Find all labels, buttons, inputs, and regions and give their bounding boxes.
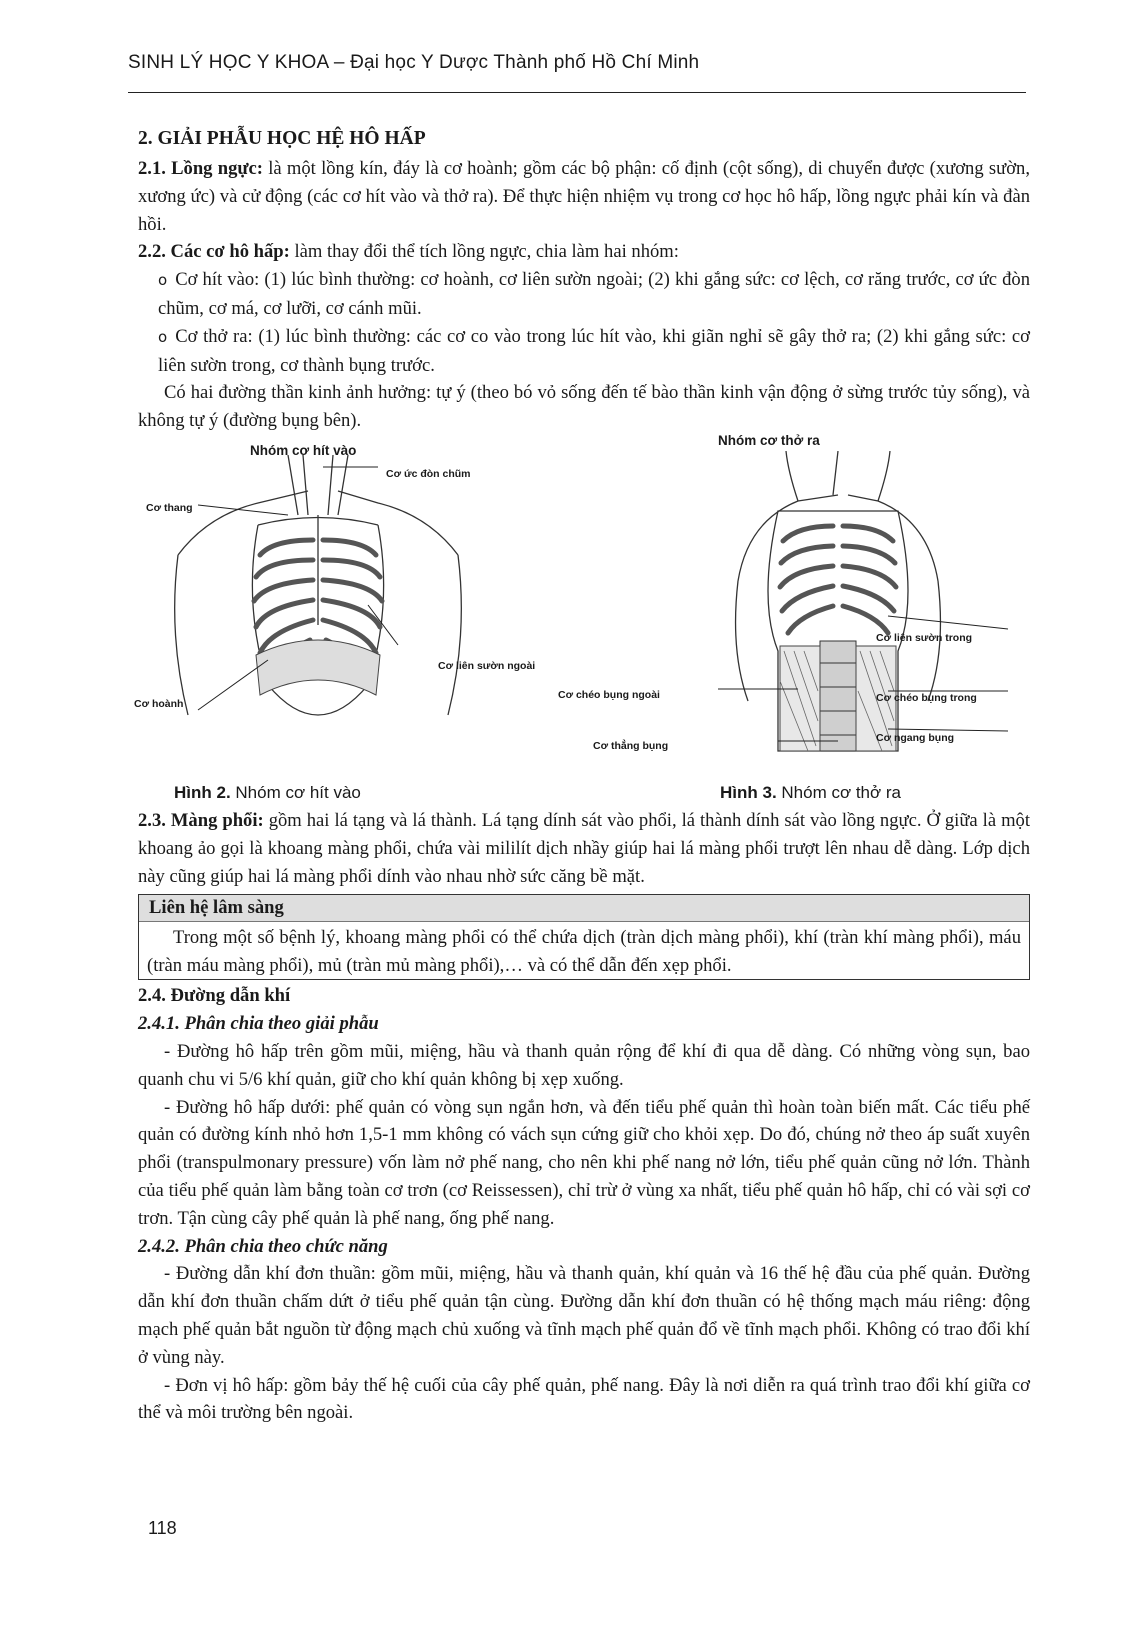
heading-2-3: 2.3. Màng phổi: — [138, 809, 264, 831]
header-rule — [128, 92, 1026, 93]
clinical-note-text: Trong một số bệnh lý, khoang màng phổi có thể chứa dịch (tràn dịch màng phổi), khí (tràn khí màng phổi), máu (tràn máu màng phổi), mủ (tràn mủ màng phổi),… và có thể dẫn đến xẹp phổi. — [147, 927, 1021, 976]
bullet-exhale — [138, 323, 1030, 380]
figure-3-caption — [720, 779, 901, 807]
figure-2-group-label: Nhóm cơ hít vào — [250, 442, 357, 458]
label-co-lien-suon-trong: Cơ liên sườn trong — [876, 631, 973, 644]
label-co-hoanh: Cơ hoành — [134, 697, 184, 710]
shoulder-left-line — [178, 491, 308, 555]
label-co-thang: Cơ thang — [146, 501, 193, 514]
paragraph-respiratory-unit: - Đơn vị hô hấp: gồm bảy thế hệ cuối của cây phế quản, phế nang. Đây là nơi diễn ra quá trình trao đổi khí giữa cơ thể và môi trường bên ngoài. — [138, 1374, 1030, 1424]
label-co-cheo-bung-trong: Cơ chéo bụng trong — [876, 691, 977, 704]
label-co-lien-suon-ngoai: Cơ liên sườn ngoài — [438, 659, 536, 672]
bullet-exhale-text: Cơ thở ra: (1) lúc bình thường: các cơ co vào trong lúc hít vào, khi giãn nghỉ sẽ gây thở ra; (2) khi gắng sức: cơ liên sườn trong, cơ thành bụng trước. — [158, 325, 1030, 376]
figure-3-caption-text: Nhóm cơ thở ra — [776, 782, 902, 802]
bullet-inhale-text: Cơ hít vào: (1) lúc bình thường: cơ hoành, cơ liên sườn ngoài; (2) khi gắng sức: cơ lệch, cơ răng trước, cơ ức đòn chũm, cơ má, cơ lưỡi, cơ cánh mũi. — [158, 269, 1030, 319]
section-title: 2. GIẢI PHẪU HỌC HỆ HÔ HẤP — [138, 128, 426, 149]
paragraph-2-2 — [138, 238, 1030, 266]
text-2-2: làm thay đổi thể tích lồng ngực, chia làm hai nhóm: — [289, 241, 679, 263]
paragraph-2-1 — [138, 155, 1030, 238]
heading-2-4-1: 2.4.1. Phân chia theo giải phẫu — [138, 1013, 379, 1035]
figure-2-caption — [174, 779, 361, 807]
heading-2-1: 2.1. Lồng ngực: — [138, 158, 263, 179]
paragraph-lower-airway: - Đường hô hấp dưới: phế quản có vòng sụn ngắn hơn, và đến tiểu phế quản thì hoàn toàn biến mất. Các tiểu phế quản có đường kính nhỏ hơn 1,5-1 mm không có vách sụn cứng giữ cho khỏi xẹp. Do đó, chúng nở theo áp suất xuyên phổi (transpulmonary pressure) vốn làm nở phế nang, cho nên khi phế nang nở lớn, tiểu phế quản cũng nở lớn. Thành của tiểu phế quản làm bằng toàn cơ trơn (cơ Reissessen), chỉ trừ ở vùng xa nhất, tiểu phế quản hô hấp, chỉ có vài sợi cơ trơn. Tận cùng cây phế quản là phế nang, ống phế nang. — [138, 1096, 1030, 1229]
text-2-3: gồm hai lá tạng và lá thành. Lá tạng dính sát vào phổi, lá thành dính sát vào lồng ngực. Ở giữa là một khoang ảo gọi là khoang màng phổi, chứa vài mililít dịch nhầy giúp hai lá màng phổi trượt lên nhau dễ dàng. Lớp dịch này cũng giúp hai lá màng phổi dính vào nhau nhờ sức căng bề mặt. — [138, 809, 1030, 887]
figure-2-caption-text: Nhóm cơ hít vào — [230, 782, 361, 802]
page-content — [134, 125, 1030, 1427]
figure-2-caption-number: Hình 2. — [174, 782, 231, 802]
label-co-cheo-bung-ngoai: Cơ chéo bụng ngoài — [558, 688, 660, 701]
paragraph-upper-airway: - Đường hô hấp trên gồm mũi, miệng, hầu và thanh quản rộng để khí đi qua dễ dàng. Có những vòng sụn, bao quanh chu vi 5/6 khí quản, giữ cho khí quản không bị xẹp xuống. — [138, 1040, 1030, 1090]
figure-3-caption-number: Hình 3. — [720, 782, 777, 802]
clinical-note-title: Liên hệ lâm sàng — [139, 895, 1029, 922]
figure-2-illustration — [138, 455, 578, 775]
label-co-uc-don-chum: Cơ ức đòn chũm — [386, 467, 471, 480]
heading-2-4-2: 2.4.2. Phân chia theo chức năng — [138, 1235, 388, 1257]
leader-thang — [198, 505, 288, 515]
bullet-inhale — [138, 266, 1030, 323]
figures-respiratory-muscles — [134, 432, 1030, 807]
figure-3-illustration — [638, 451, 1030, 771]
label-co-thang-bung: Cơ thẳng bụng — [593, 739, 669, 752]
paragraph-2-3 — [138, 807, 1030, 890]
paragraph-conducting-airway: - Đường dẫn khí đơn thuần: gồm mũi, miệng, hầu và thanh quản, khí quản và 16 thế hệ đầu của phế quản. Đường dẫn khí đơn thuần chấm dứt ở tiểu phế quản tận cùng. Đường dẫn khí đơn thuần có hệ thống mạch máu riêng: động mạch phế quản bắt nguồn từ động mạch chủ xuống và tĩnh mạch phế quản đổ về tĩnh mạch phổi. Không có trao đổi khí ở vùng này. — [138, 1263, 1030, 1368]
clinical-note-box — [138, 894, 1030, 980]
label-co-ngang-bung: Cơ ngang bụng — [876, 731, 955, 744]
leader-hoanh — [198, 660, 268, 710]
text-2-1: là một lồng kín, đáy là cơ hoành; gồm các bộ phận: cố định (cột sống), di chuyển được (xương sườn, xương ức) và cử động (các cơ hít vào và thở ra). Để thực hiện nhiệm vụ trong cơ học hô hấp, lồng ngực phải kín và đàn hồi. — [138, 158, 1030, 235]
bullet-mark: o — [158, 271, 168, 290]
running-header: SINH LÝ HỌC Y KHOA – Đại học Y Dược Thành phố Hồ Chí Minh — [128, 52, 700, 73]
bullet-mark: o — [158, 327, 168, 346]
heading-2-4: 2.4. Đường dẫn khí — [138, 985, 291, 1007]
figure-3-group-label: Nhóm cơ thở ra — [718, 432, 820, 448]
page-number: 118 — [148, 1518, 177, 1538]
heading-2-2: 2.2. Các cơ hô hấp: — [138, 241, 290, 263]
paragraph-nerves: Có hai đường thần kinh ảnh hưởng: tự ý (theo bó vỏ sống đến tế bào thần kinh vận động ở sừng trước tủy sống), và không tự ý (đường bụng bên). — [138, 382, 1030, 432]
